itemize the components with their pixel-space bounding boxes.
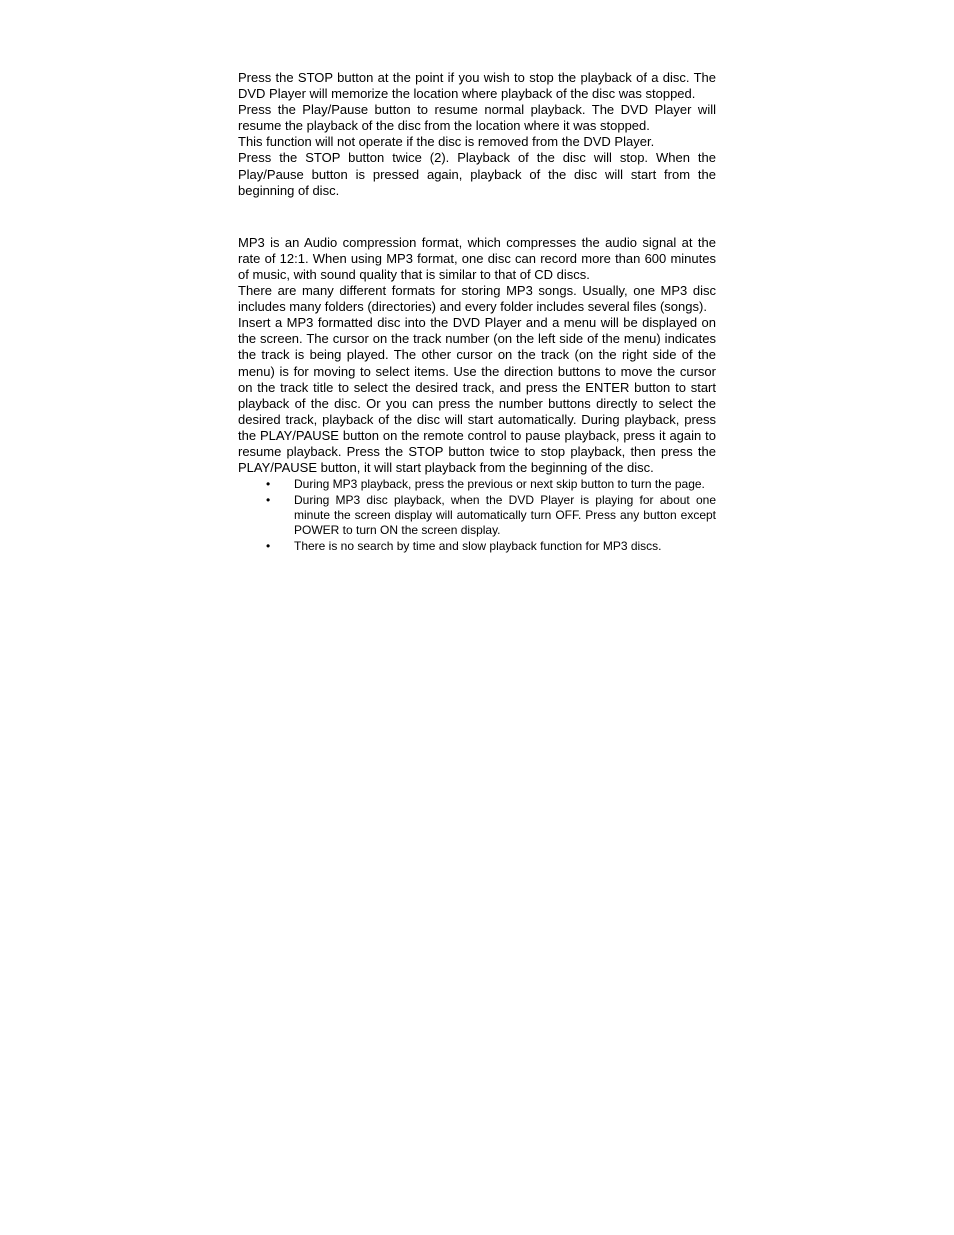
mp3-notes-list — [238, 477, 716, 554]
note-text: During MP3 playback, press the previous or next skip button to turn the page. — [294, 477, 705, 492]
list-item — [238, 493, 716, 538]
list-item — [238, 539, 716, 554]
list-item — [238, 477, 716, 492]
mp3-menu-paragraph: Insert a MP3 formatted disc into the DVD Player and a menu will be displayed on the screen. The cursor on the track number (on the left side of the menu) indicates the track is being played. The other cursor on the track (on the right side of the menu) is for moving to select items. Use the direction buttons to move the cursor on the track title to select the desired track, and press the ENTER button to start playback of the disc. Or you can press the number buttons directly to select the desired track, playback of the disc will start automatically. During playback, press the PLAY/PAUSE button on the remote control to pause playback, press it again to resume playback. Press the STOP button twice to stop playback, then press the PLAY/PAUSE button, it will start playback from the beginning of the disc. — [238, 315, 716, 476]
stop-resume-section — [238, 70, 716, 199]
stop-twice-paragraph: Press the STOP button twice (2). Playback of the disc will stop. When the Play/Pause button is pressed again, playback of the disc will start from the beginning of disc. — [238, 150, 716, 198]
bullet-icon: • — [266, 539, 271, 554]
mp3-format-paragraph: MP3 is an Audio compression format, which compresses the audio signal at the rate of 12:1. When using MP3 format, one disc can record more than 600 minutes of music, with sound quality that is similar to that of CD discs. — [238, 234, 716, 282]
note-text: There is no search by time and slow playback function for MP3 discs. — [294, 539, 662, 554]
bullet-icon: • — [266, 477, 271, 492]
note-text: During MP3 disc playback, when the DVD Player is playing for about one minute the screen display will automatically turn OFF. Press any button except POWER to turn ON the screen display. — [294, 493, 716, 538]
mp3-playback-section — [238, 235, 716, 554]
mp3-storage-paragraph: There are many different formats for storing MP3 songs. Usually, one MP3 disc includes many folders (directories) and every folder includes several files (songs). — [238, 283, 716, 315]
bullet-icon: • — [266, 493, 271, 508]
resume-playback-paragraph: Press the Play/Pause button to resume normal playback. The DVD Player will resume the playback of the disc from the location where it was stopped. — [238, 102, 716, 134]
disc-removed-note-paragraph: This function will not operate if the disc is removed from the DVD Player. — [238, 134, 655, 150]
stop-memorize-paragraph: Press the STOP button at the point if you wish to stop the playback of a disc. The DVD Player will memorize the location where playback of the disc was stopped. — [238, 70, 716, 102]
section-spacer — [238, 199, 716, 235]
document-page — [238, 70, 716, 554]
